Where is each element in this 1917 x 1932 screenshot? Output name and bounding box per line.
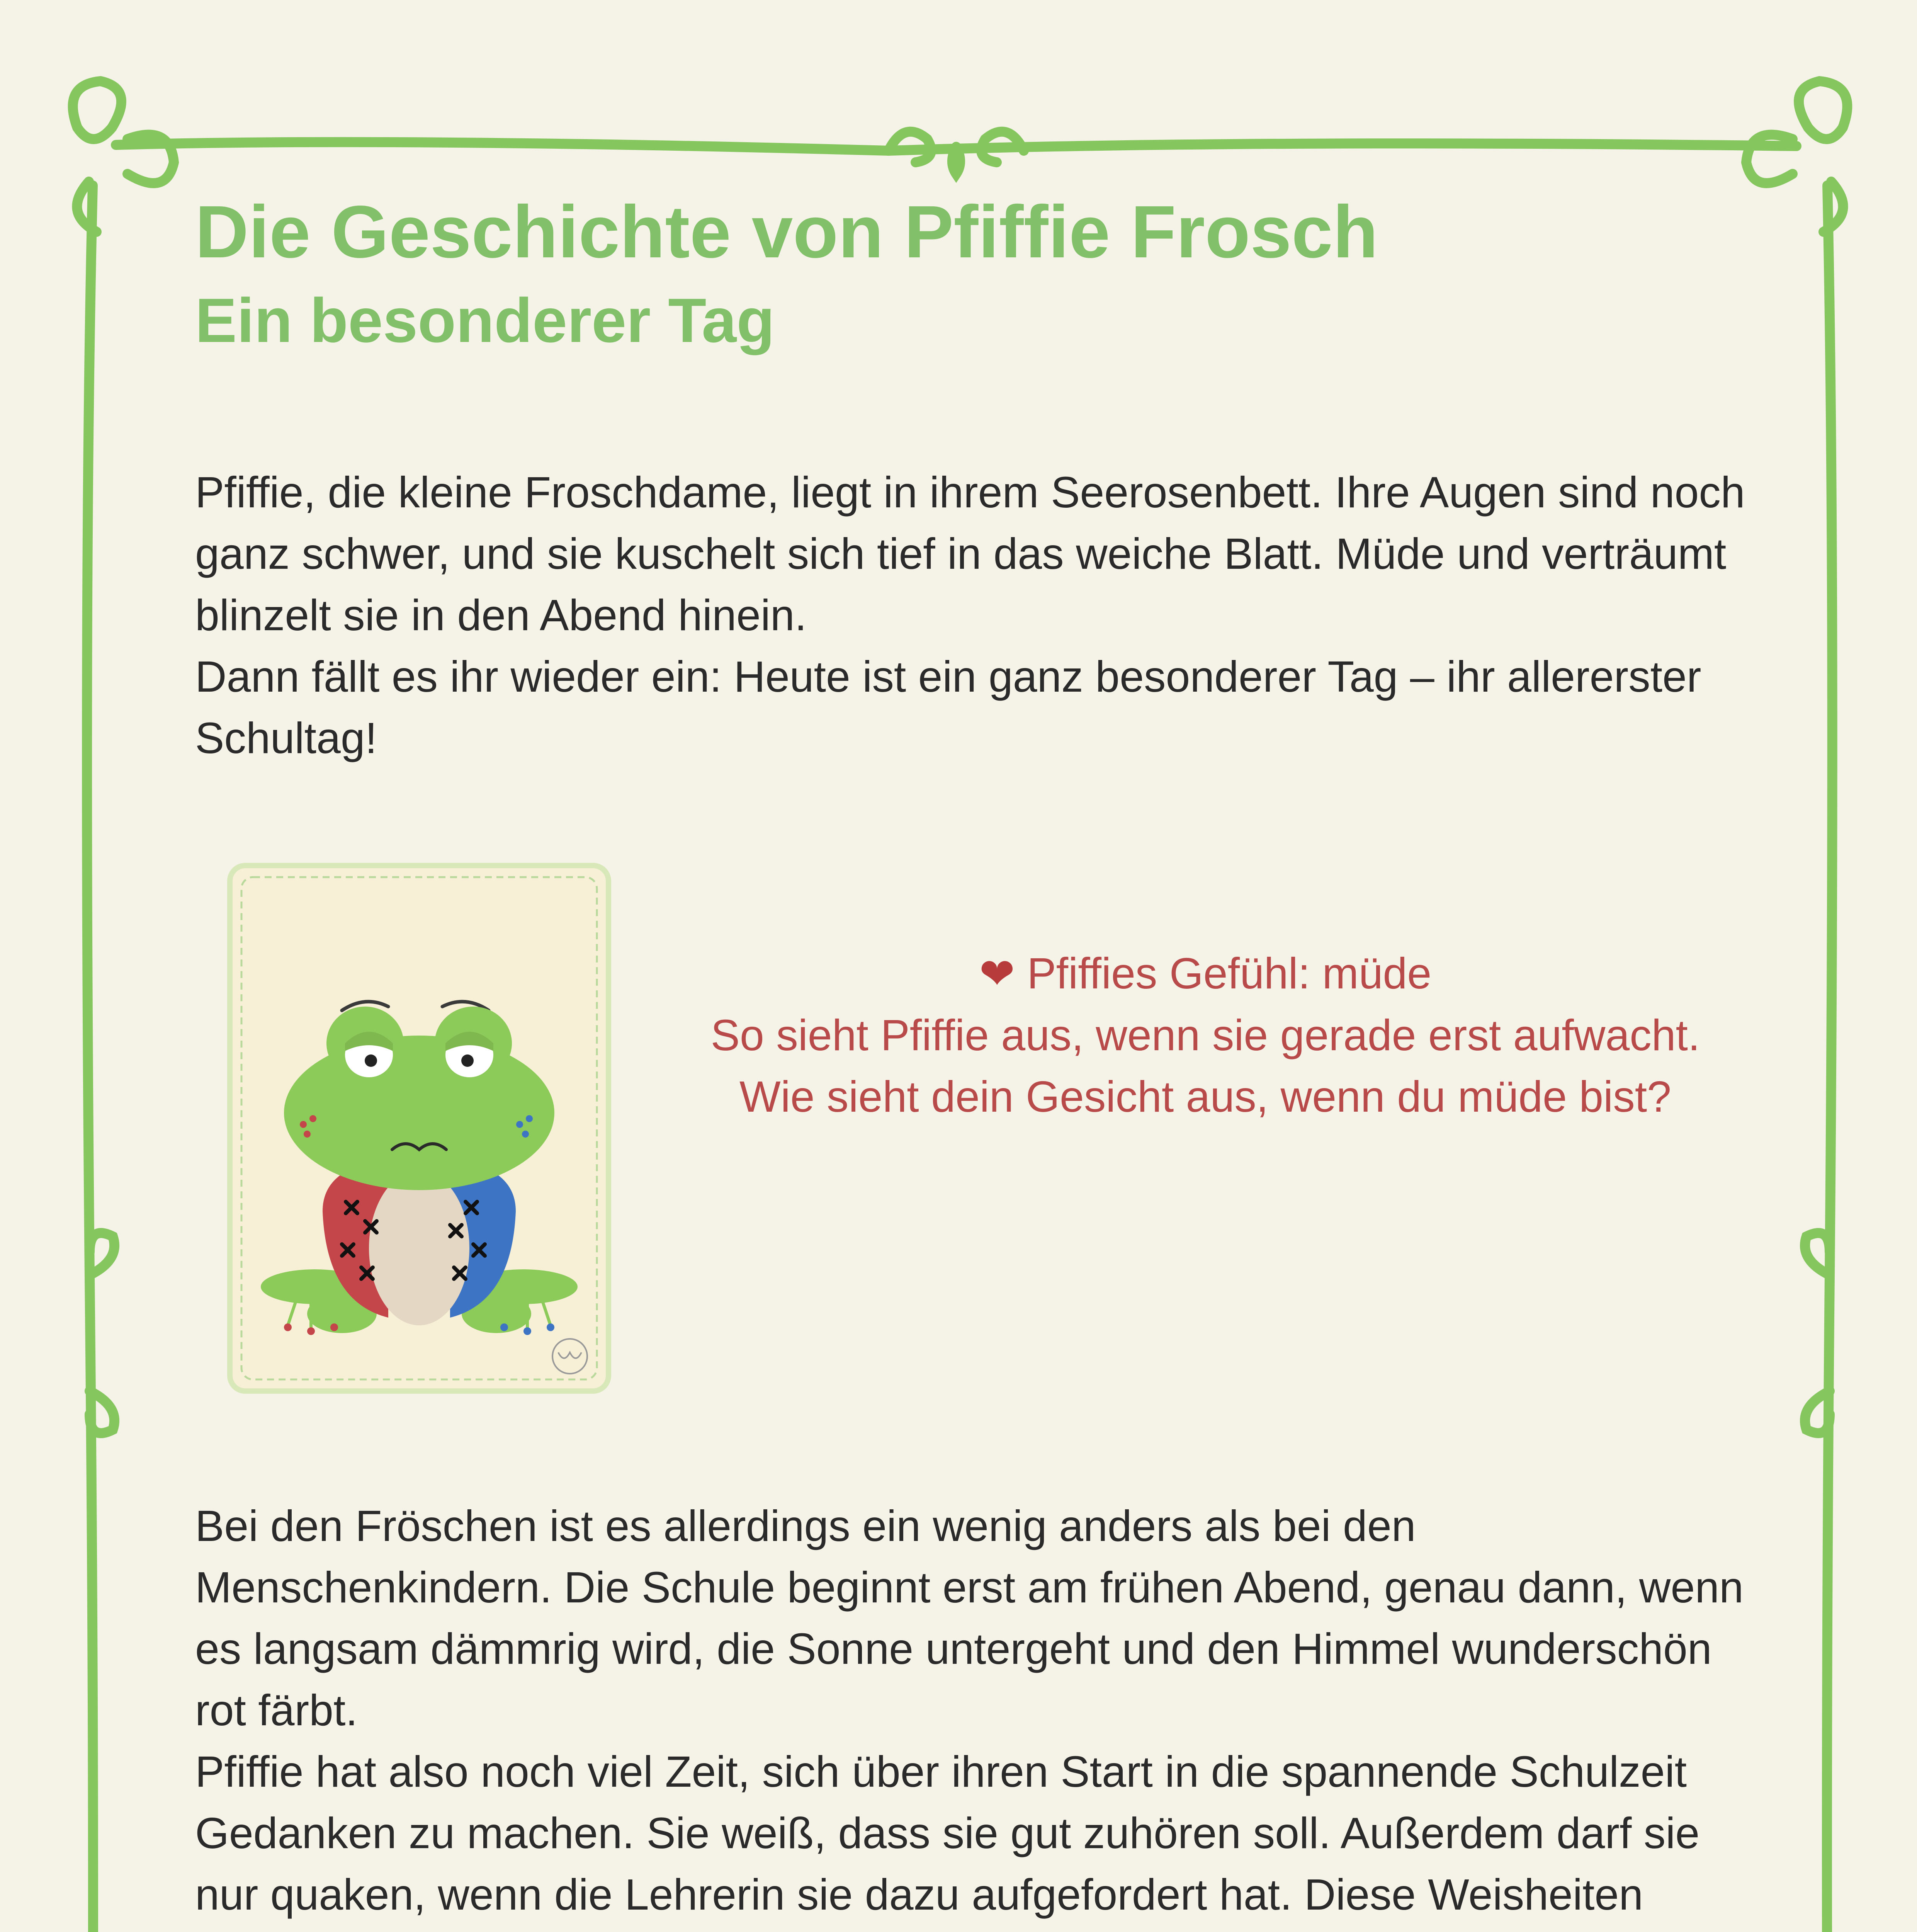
intro-text: [195, 462, 1760, 769]
feeling-label-line: [688, 943, 1723, 1005]
tired-frog-illustration: [226, 862, 612, 1395]
page-subtitle: Ein besonderer Tag: [195, 286, 775, 355]
feeling-label: Pfiffies Gefühl: müde: [1027, 949, 1432, 998]
page-title: Die Geschichte von Pfiffie Frosch: [195, 190, 1378, 273]
intro-paragraph: Pfiffie, die kleine Froschdame, liegt in ihrem Seerosenbett. Ihre Augen sind noch ganz schwer, und sie kuschelt sich tief in das weiche Blatt. Müde und verträumt blinzelt sie in den Abend hinein.: [195, 468, 1745, 639]
story-paragraph: Bei den Fröschen ist es allerdings ein wenig anders als bei den Menschenkindern. Die Schule beginnt erst am frühen Abend, genau dann, wenn es langsam dämmrig wird, die Sonne untergeht und den Himmel wunderschön rot färbt.: [195, 1502, 1744, 1735]
story-paragraph: Pfiffie hat also noch viel Zeit, sich über ihren Start in die spannende Schulzeit Gedanken zu machen. Sie weiß, dass sie gut zuhören soll. Außerdem darf sie nur quaken, wenn die Lehrerin sie dazu aufgefordert hat. Diese Weisheiten: [195, 1747, 1700, 1919]
story-text: [195, 1495, 1760, 1932]
feeling-box: [688, 943, 1723, 1128]
heart-icon: ❤: [979, 950, 1015, 998]
intro-paragraph: Dann fällt es ihr wieder ein: Heute ist ein ganz besonderer Tag – ihr allererster Schultag!: [195, 652, 1701, 762]
feeling-text: So sieht Pfiffie aus, wenn sie gerade erst aufwacht. Wie sieht dein Gesicht aus, wenn du müde bist?: [710, 1011, 1700, 1121]
